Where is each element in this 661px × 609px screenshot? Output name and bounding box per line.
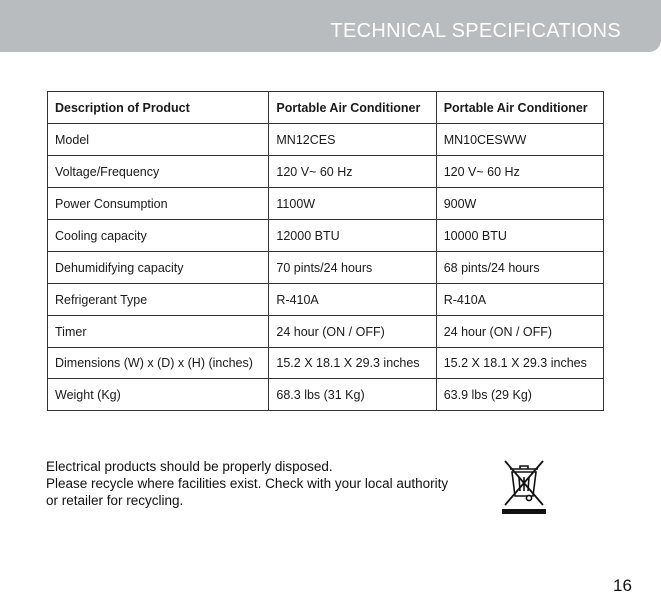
page-title: TECHNICAL SPECIFICATIONS	[330, 20, 621, 42]
spec-value: 10000 BTU	[436, 220, 603, 252]
header-band	[0, 0, 661, 52]
column-header-description: Description of Product	[48, 92, 269, 124]
table-header-row	[48, 92, 604, 124]
spec-value: 900W	[436, 188, 603, 220]
column-header-product-1: Portable Air Conditioner	[269, 92, 436, 124]
spec-value: 24 hour (ON / OFF)	[269, 316, 436, 348]
spec-label: Cooling capacity	[48, 220, 269, 252]
table-row	[48, 284, 604, 316]
spec-value: 1100W	[269, 188, 436, 220]
table-row	[48, 124, 604, 156]
spec-value: 70 pints/24 hours	[269, 252, 436, 284]
spec-value: MN12CES	[269, 124, 436, 156]
notice-line: or retailer for recycling.	[46, 493, 184, 508]
spec-label: Timer	[48, 316, 269, 348]
table-row	[48, 156, 604, 188]
spec-label: Dimensions (W) x (D) x (H) (inches)	[48, 348, 269, 379]
spec-value: 15.2 X 18.1 X 29.3 inches	[436, 348, 603, 379]
spec-label: Dehumidifying capacity	[48, 252, 269, 284]
spec-label: Model	[48, 124, 269, 156]
table-row	[48, 348, 604, 379]
spec-value: MN10CESWW	[436, 124, 603, 156]
page-number: 16	[613, 576, 632, 595]
spec-value: 120 V~ 60 Hz	[436, 156, 603, 188]
table-row	[48, 188, 604, 220]
spec-table	[47, 91, 604, 411]
notice-line: Please recycle where facilities exist. Check with your local authority	[46, 476, 449, 491]
table-row	[48, 316, 604, 348]
disposal-notice	[46, 458, 448, 509]
notice-line: Electrical products should be properly disposed.	[46, 459, 333, 474]
spec-label: Weight (Kg)	[48, 379, 269, 411]
table-row	[48, 379, 604, 411]
table-row	[48, 252, 604, 284]
spec-value: 68.3 lbs (31 Kg)	[269, 379, 436, 411]
spec-label: Refrigerant Type	[48, 284, 269, 316]
spec-label: Voltage/Frequency	[48, 156, 269, 188]
spec-value: 68 pints/24 hours	[436, 252, 603, 284]
spec-value: R-410A	[269, 284, 436, 316]
column-header-product-2: Portable Air Conditioner	[436, 92, 603, 124]
spec-value: 120 V~ 60 Hz	[269, 156, 436, 188]
spec-value: R-410A	[436, 284, 603, 316]
spec-value: 15.2 X 18.1 X 29.3 inches	[269, 348, 436, 379]
table-row	[48, 220, 604, 252]
crossed-out-wheelie-bin-icon	[500, 455, 548, 515]
spec-value: 24 hour (ON / OFF)	[436, 316, 603, 348]
spec-label: Power Consumption	[48, 188, 269, 220]
spec-value: 63.9 lbs (29 Kg)	[436, 379, 603, 411]
spec-value: 12000 BTU	[269, 220, 436, 252]
